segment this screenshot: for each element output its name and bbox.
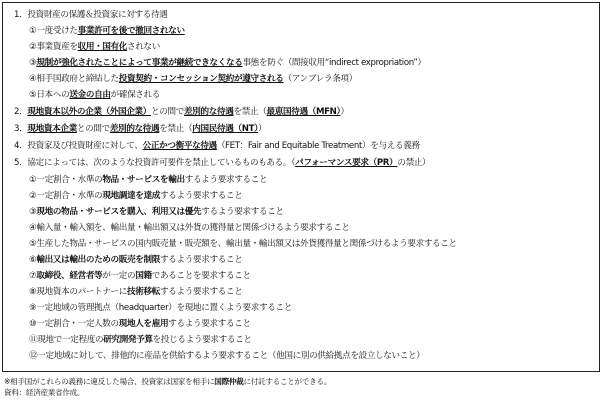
- text-run: 資料：経済産業省作成。: [4, 388, 85, 397]
- text-run: を禁止（: [233, 107, 267, 117]
- text-run: するよう要求すること: [160, 287, 243, 297]
- text-run: であることを要求すること: [151, 271, 251, 281]
- text-run: に付託することができる。: [243, 377, 332, 386]
- emphasis-run: 事業許可を後で撤回されない: [77, 26, 185, 36]
- text-run: との間で: [151, 107, 185, 117]
- emphasis-run: 内国民待遇（NT）: [192, 124, 259, 134]
- list-item-1-5: [29, 89, 160, 102]
- list-item-5-10: [29, 318, 251, 331]
- section-heading-1: [14, 9, 168, 22]
- list-item-1-3: [29, 57, 426, 70]
- text-run: するよう要求すること: [160, 191, 243, 201]
- text-run: 3．: [14, 124, 28, 134]
- emphasis-run: 研究開発予算: [103, 335, 153, 345]
- footnote-arbitration: [4, 376, 331, 387]
- text-run: 4．投資家及び投資財産に対して、: [14, 141, 143, 151]
- list-item-5-5: [29, 238, 457, 251]
- text-run: を投じるよう要求すること: [152, 335, 252, 345]
- text-run: ⑥: [29, 255, 37, 265]
- emphasis-run: 差別的な待遇: [109, 124, 160, 134]
- emphasis-run: 公正かつ衡平な待遇: [142, 141, 217, 151]
- list-item-1-2: [29, 41, 160, 54]
- text-run: ①一定割合・水準の: [29, 175, 103, 185]
- text-run: ④相手国政府と締結した: [29, 74, 119, 84]
- text-run: ④輸入量・輸入額を、輸出量・輸出額又は外貨の獲得量と関係づけるよう要求すること: [29, 223, 350, 233]
- text-run: ⑫一定地域に対して、排他的に産品を供給するよう要求すること（他国に別の供給拠点を設立しないこと）: [29, 351, 425, 361]
- text-run: 事態を防ぐ（間接収用“indirect expropriation”）: [242, 58, 426, 68]
- text-run: ③: [29, 207, 37, 217]
- emphasis-run: 差別的な待遇: [184, 107, 234, 117]
- emphasis-run: 送金の自由: [69, 90, 111, 100]
- section-heading-4: [14, 140, 420, 153]
- text-run: ⑪現地で一定程度の: [29, 335, 104, 345]
- text-run: 5．協定によっては、次のような投資許可要件を禁止しているものもある。（: [14, 158, 296, 168]
- emphasis-run: 国際仲裁: [214, 377, 244, 386]
- text-run: ⑩一定割合・一定人数の: [29, 319, 119, 329]
- section-heading-5: [14, 157, 430, 170]
- list-item-1-1: [29, 25, 185, 38]
- list-item-5-2: [29, 190, 242, 203]
- emphasis-run: 現地調達を達成: [102, 191, 161, 201]
- text-run: ②一定割合・水準の: [29, 191, 103, 201]
- emphasis-run: 現地資本以外の企業（外国企業）: [27, 107, 152, 117]
- text-run: ⑤日本への: [29, 90, 70, 100]
- list-item-5-3: [29, 206, 284, 219]
- emphasis-run: パフォーマンス要求（PR）: [295, 158, 398, 168]
- text-run: が一定の: [102, 271, 136, 281]
- text-run: ②事業資産を: [29, 42, 78, 52]
- emphasis-run: 輸出又は輸出のための販売を制限: [36, 255, 161, 265]
- emphasis-run: 取締役、経営者等: [36, 271, 103, 281]
- list-item-5-9: [29, 302, 292, 315]
- list-item-5-7: [29, 270, 251, 283]
- list-item-1-4: [29, 73, 357, 86]
- text-run: するよう要求すること: [160, 255, 243, 265]
- text-run: ⑦: [29, 271, 37, 281]
- emphasis-run: 技術移転: [127, 287, 161, 297]
- text-run: ）: [258, 124, 267, 134]
- text-run: との間で: [76, 124, 110, 134]
- emphasis-run: 最恵国待遇（MFN）: [266, 107, 341, 117]
- list-item-5-11: [29, 334, 252, 347]
- emphasis-run: 物品・サービスを輸出: [102, 175, 185, 185]
- text-run: ※相手国がこれらの義務に違反した場合、投資家は国家を相手に: [4, 377, 215, 386]
- text-run: （アンブレラ条項）: [283, 74, 358, 84]
- emphasis-run: 現地資本企業: [27, 124, 77, 134]
- text-run: するよう要求すること: [201, 207, 284, 217]
- content-box: [2, 2, 600, 372]
- text-run: ③: [29, 58, 37, 68]
- source-note: [4, 387, 331, 398]
- section-heading-3: [14, 123, 266, 136]
- emphasis-run: 投資契約・コンセッション契約が遵守される: [118, 74, 284, 84]
- list-item-5-12: [29, 350, 425, 363]
- emphasis-run: 収用・国有化: [77, 42, 128, 52]
- text-run: するよう要求すること: [184, 175, 268, 185]
- emphasis-run: 規制が強化されたことによって事業が継続できなくなる: [36, 58, 243, 68]
- section-heading-2: [14, 106, 349, 119]
- text-run: ⑨一定地域の管理拠点（headquarter）を現地に置くよう要求すること: [29, 303, 292, 313]
- text-run: ⑧現地資本のパートナーに: [29, 287, 128, 297]
- text-run: が確保される: [110, 90, 161, 100]
- emphasis-run: 国籍: [135, 271, 152, 281]
- emphasis-run: 現地人を雇用: [118, 319, 169, 329]
- list-item-5-1: [29, 174, 267, 187]
- text-run: の禁止）: [397, 158, 431, 168]
- list-item-5-6: [29, 254, 242, 267]
- text-run: （FET：Fair and Equitable Treatment）を与える義務: [216, 141, 420, 151]
- text-run: するよう要求すること: [168, 319, 251, 329]
- text-run: ①一度受けた: [29, 26, 78, 36]
- list-item-5-4: [29, 222, 350, 235]
- list-item-5-8: [29, 286, 242, 299]
- text-run: を禁止（: [159, 124, 193, 134]
- text-run: 1．投資財産の保護＆投資家に対する待遇: [14, 10, 168, 20]
- text-run: されない: [127, 42, 161, 52]
- emphasis-run: 現地の物品・サービスを購入、利用又は優先: [36, 207, 202, 217]
- text-run: ⑤生産した物品・サービスの国内販売量・販売額を、輸出量・輸出額又は外貨獲得量と関係づけるよう要求すること: [29, 239, 457, 249]
- footnotes: [4, 376, 331, 398]
- text-run: 2．: [14, 107, 28, 117]
- text-run: ）: [340, 107, 349, 117]
